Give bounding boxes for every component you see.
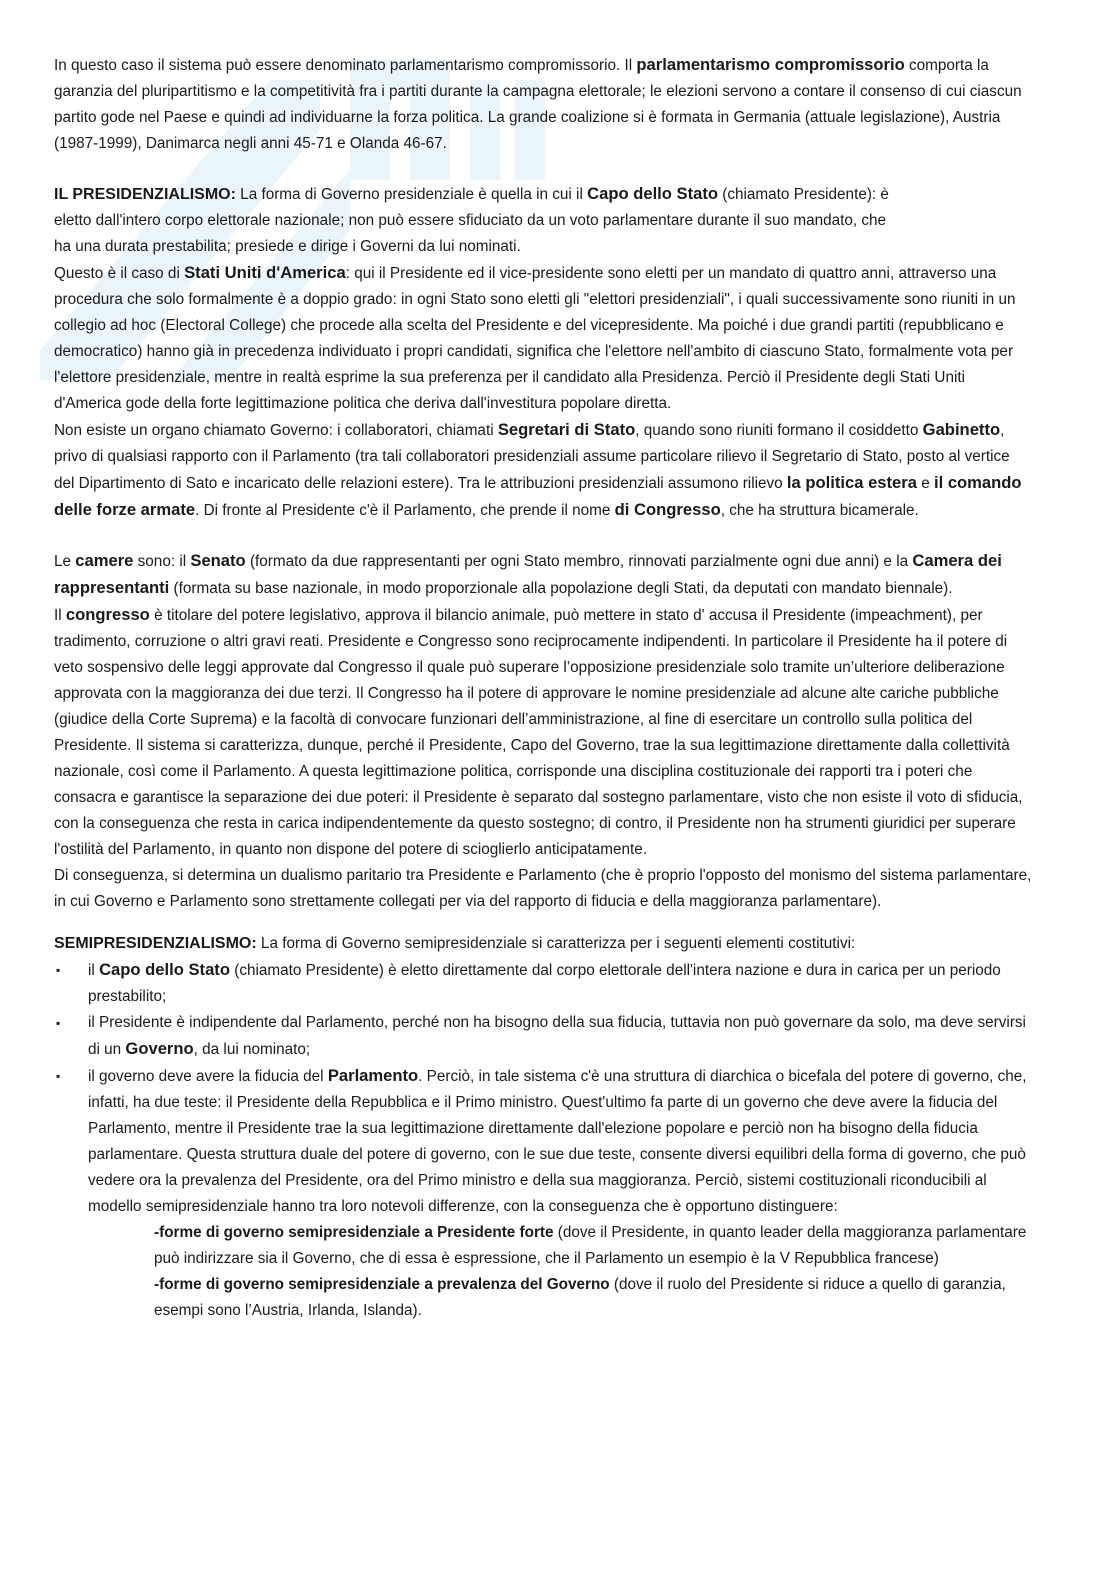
paragraph-stati-uniti: Questo è il caso di Stati Uniti d'America: qui il Presidente ed il vice-presidente sono eletti per un mandato di quattro anni, attraverso una procedura che solo formalmente è a doppio grado: in ogni Stato sono eletti gli "elettori presidenziali", i quali successivamente sono riuniti in un collegio ad hoc (Electoral College) che procede alla scelta del Presidente e del vicepresidente. Ma poiché i due grandi partiti (repubblicano e democratico) hanno già in precedenza individuato i propri candidati, significa che l'elettore nell'ambito di ciascuno Stato, formalmente vota per l'elettore presidenziale, mentre in realtà esprime la sua preferenza per il candidato alla Presidenza. Perciò il Presidente degli Stati Uniti d'America gode della forte legittimazione politica che deriva dall'investitura popolare diretta. <box>54 263 1016 412</box>
paragraph-semipresidenzialismo: SEMIPRESIDENZIALISMO: La forma di Governo semipresidenziale si caratterizza per i seguenti elementi costitutivi: <box>54 935 856 952</box>
paragraph-dualismo: Di conseguenza, si determina un dualismo paritario tra Presidente e Parlamento (che è proprio l'opposto del monismo del sistema parlamentare, in cui Governo e Parlamento sono strettamente collegati per via del rapporto di fiducia e della maggioranza parlamentare). <box>54 867 1032 910</box>
sub-item-prevalenza-governo: -forme di governo semipresidenziale a prevalenza del Governo (dove il ruolo del Presidente si riduce a quello di garanzia, esempi sono l’Austria, Irlanda, Islanda). <box>154 1276 1006 1319</box>
paragraph-presidenzialismo: IL PRESIDENZIALISMO: La forma di Governo presidenziale è quella in cui il Capo dello Stato (chiamato Presidente): è eletto dall'intero corpo elettorale nazionale; non può essere sfiduciato da un voto parlamentare durante il suo mandato, che ha una durata prestabilita; presiede e dirige i Governi da lui nominati. <box>54 184 889 255</box>
list-item: ▪ il Capo dello Stato (chiamato Presidente) è eletto direttamente dal corpo elettorale dell'intera nazione e dura in carica per un periodo prestabilito; <box>54 957 1034 1010</box>
paragraph-congresso: Il congresso è titolare del potere legislativo, approva il bilancio animale, può mettere in stato d' accusa il Presidente (impeachment), per tradimento, corruzione o altri gravi reati. Presidente e Congresso sono reciprocamente indipendenti. In particolare il Presidente ha il potere di veto sospensivo delle leggi approvate dal Congresso il quale può superare l’opposizione presidenziale solo tramite un’ulteriore deliberazione approvata con la maggioranza dei due terzi. Il Congresso ha il potere di approvare le nomine presidenziale ad alcune alte cariche pubbliche (giudice della Corte Suprema) e la facoltà di convocare funzionari dell’amministrazione, al fine di esercitare un controllo sulla politica del Presidente. Il sistema si caratterizza, dunque, perché il Presidente, Capo del Governo, trae la sua legittimazione direttamente dalla collettività nazionale, così come il Parlamento. A questa legittimazione politica, corrisponde una disciplina costituzionale dei rapporti tra i poteri che consacra e garantisce la separazione dei due poteri: il Presidente è separato dal sostegno parlamentare, visto che non esiste il voto di sfiducia, con la conseguenza che resta in carica indipendentemente da questo sostegno; di contro, il Presidente non ha strumenti giuridici per superare l'ostilità del Parlamento, in quanto non dispone del potere di scioglierlo anticipatamente. <box>54 605 1023 858</box>
heading-presidenzialismo: IL PRESIDENZIALISMO: <box>54 186 236 203</box>
bullet-marker: ▪ <box>56 1069 61 1083</box>
paragraph-parlamentarismo: In questo caso il sistema può essere denominato parlamentarismo compromissorio. Il parlamentarismo compromissorio comporta la garanzia del pluripartitismo e la competitività fra i partiti durante la campagna elettorale; le elezioni servono a contare il consenso di cui ciascun partito gode nel Paese e quindi ad individuarne la forza politica. La grande coalizione si è formata in Germania (attuale legislazione), Austria (1987-1999), Danimarca negli anni 45-71 e Olanda 46-67. <box>54 55 1022 152</box>
term-parlamentarismo: parlamentarismo compromissorio <box>636 55 905 74</box>
heading-semipresidenzialismo: SEMIPRESIDENZIALISMO: <box>54 935 257 952</box>
bullet-marker: ▪ <box>56 1016 61 1030</box>
bullet-marker: ▪ <box>56 963 61 977</box>
paragraph-camere: Le camere sono: il Senato (formato da due rappresentanti per ogni Stato membro, rinnovati parzialmente ogni due anni) e la Camera dei rappresentanti (formata su base nazionale, in modo proporzionale alla popolazione degli Stati, da deputati con mandato biennale). <box>54 551 1002 597</box>
sub-item-presidente-forte: -forme di governo semipresidenziale a Presidente forte (dove il Presidente, in quanto leader della maggioranza parlamentare può indirizzare sia il Governo, che di essa è espressione, che il Parlamento un esempio è la V Repubblica francese) <box>154 1224 1027 1267</box>
list-item: ▪ il Presidente è indipendente dal Parlamento, perché non ha bisogno della sua fiducia, tuttavia non può governare da solo, ma deve servirsi di un Governo, da lui nominato; <box>54 1010 1034 1063</box>
document-body <box>54 52 1034 1324</box>
paragraph-gabinetto: Non esiste un organo chiamato Governo: i collaboratori, chiamati Segretari di Stato, quando sono riuniti formano il cosiddetto Gabinetto, privo di qualsiasi rapporto con il Parlamento (tra tali collaboratori presidenziali assume particolare rilievo il Segretario di Stato, posto al vertice del Dipartimento di Sato e incaricato delle relazioni estere). Tra le attribuzioni presidenziali assumono rilievo la politica estera e il comando delle forze armate. Di fronte al Presidente c'è il Parlamento, che prende il nome di Congresso, che ha struttura bicamerale. <box>54 420 1022 519</box>
list-item: ▪ il governo deve avere la fiducia del Parlamento. Perciò, in tale sistema c'è una struttura di diarchica o bicefala del potere di governo, che, infatti, ha due teste: il Presidente della Repubblica e il Primo ministro. Quest'ultimo fa parte di un governo che deve avere la fiducia del Parlamento, mentre il Presidente trae la sua legittimazione direttamente dall'elezione popolare e perciò non ha bisogno della fiducia parlamentare. Questa struttura duale del potere di governo, con le sue due teste, consente diversi equilibri della forma di governo, che può vedere ora la prevalenza del Presidente, ora del Primo ministro e della sua maggioranza. Perciò, sistemi costituzionali riconducibili al modello semipresidenziale hanno tra loro notevoli differenze, con la conseguenza che è opportuno distinguere: <box>54 1063 1034 1220</box>
